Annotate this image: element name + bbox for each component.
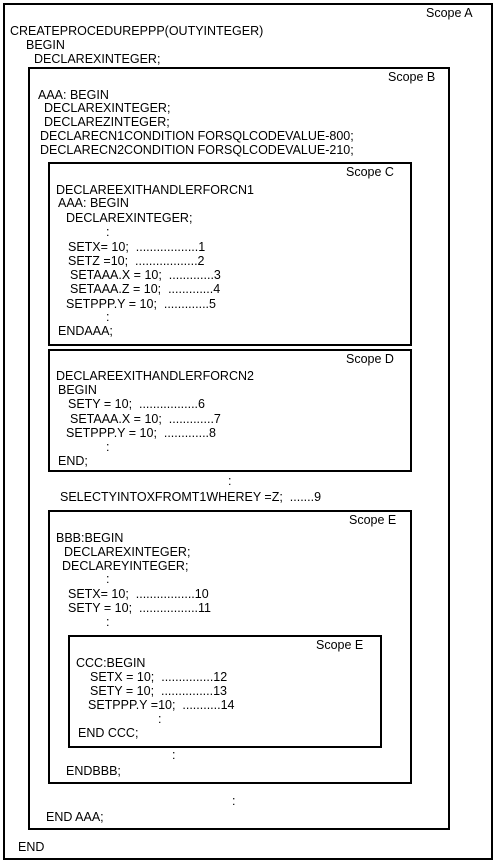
e-ellipsis-1: : [106,572,110,586]
c-aaa-begin-line: AAA: BEGIN [58,196,129,210]
e-inner-ellipsis: : [158,712,162,726]
scope-b-label: Scope B [388,70,436,84]
scope-e-outer-label: Scope E [349,513,397,527]
c-statement-1: SETX= 10; ..................1 [68,240,206,254]
scope-d-label: Scope D [346,352,394,366]
b-declare-z-line: DECLAREZINTEGER; [44,115,170,129]
e-ellipsis-2: : [106,615,110,629]
outer-begin-line: BEGIN [26,38,65,52]
ccc-end-line: END CCC; [78,726,139,740]
aaa-end-line: END AAA; [46,810,104,824]
c-statement-4: SETAAA.Z = 10; .............4 [70,282,221,296]
e-declare-y-line: DECLAREYINTEGER; [62,559,189,573]
bbb-begin-line: BBB:BEGIN [56,531,124,545]
d-statement-7: SETAAA.X = 10; .............7 [70,412,221,426]
e-statement-13: SETY = 10; ...............13 [90,684,227,698]
b-declare-x-line: DECLAREXINTEGER; [44,101,171,115]
outer-end-line: END [18,840,45,854]
declare-cn2-line: DECLARECN2CONDITION FORSQLCODEVALUE-210; [40,143,354,157]
bbb-end-line: ENDBBB; [66,764,121,778]
declare-cn1-line: DECLARECN1CONDITION FORSQLCODEVALUE-800; [40,129,354,143]
b-ellipsis-1: : [228,474,232,488]
d-ellipsis: : [106,440,110,454]
e-declare-x-line: DECLAREXINTEGER; [64,545,191,559]
ccc-begin-line: CCC:BEGIN [76,656,146,670]
select-statement-9: SELECTYINTOXFROMT1WHEREY =Z; .......9 [60,490,322,504]
e-statement-14: SETPPP.Y =10; ...........14 [88,698,235,712]
aaa-begin-line: AAA: BEGIN [38,88,109,102]
d-handler-line: DECLAREEXITHANDLERFORCN2 [56,369,254,383]
d-begin-line: BEGIN [58,383,97,397]
create-procedure-line: CREATEPROCEDUREPPP(OUTYINTEGER) [10,24,264,38]
d-end-line: END; [58,454,88,468]
e-statement-10: SETX= 10; .................10 [68,587,209,601]
scope-e-inner-label: Scope E [316,638,364,652]
c-ellipsis-1: : [106,225,110,239]
e-ellipsis-3: : [172,748,176,762]
outer-declare-x-line: DECLAREXINTEGER; [34,52,161,66]
c-statement-3: SETAAA.X = 10; .............3 [70,268,221,282]
d-statement-8: SETPPP.Y = 10; .............8 [66,426,216,440]
scope-a-label: Scope A [426,6,473,20]
scope-c-label: Scope C [346,165,394,179]
e-statement-12: SETX = 10; ...............12 [90,670,228,684]
c-end-line: ENDAAA; [58,324,113,338]
e-statement-11: SETY = 10; .................11 [68,601,212,615]
c-statement-2: SETZ =10; ..................2 [68,254,205,268]
b-ellipsis-2: : [232,794,236,808]
c-statement-5: SETPPP.Y = 10; .............5 [66,297,216,311]
d-statement-6: SETY = 10; .................6 [68,397,205,411]
c-ellipsis-2: : [106,310,110,324]
c-handler-line: DECLAREEXITHANDLERFORCN1 [56,183,254,197]
c-declare-x-line: DECLAREXINTEGER; [66,211,193,225]
